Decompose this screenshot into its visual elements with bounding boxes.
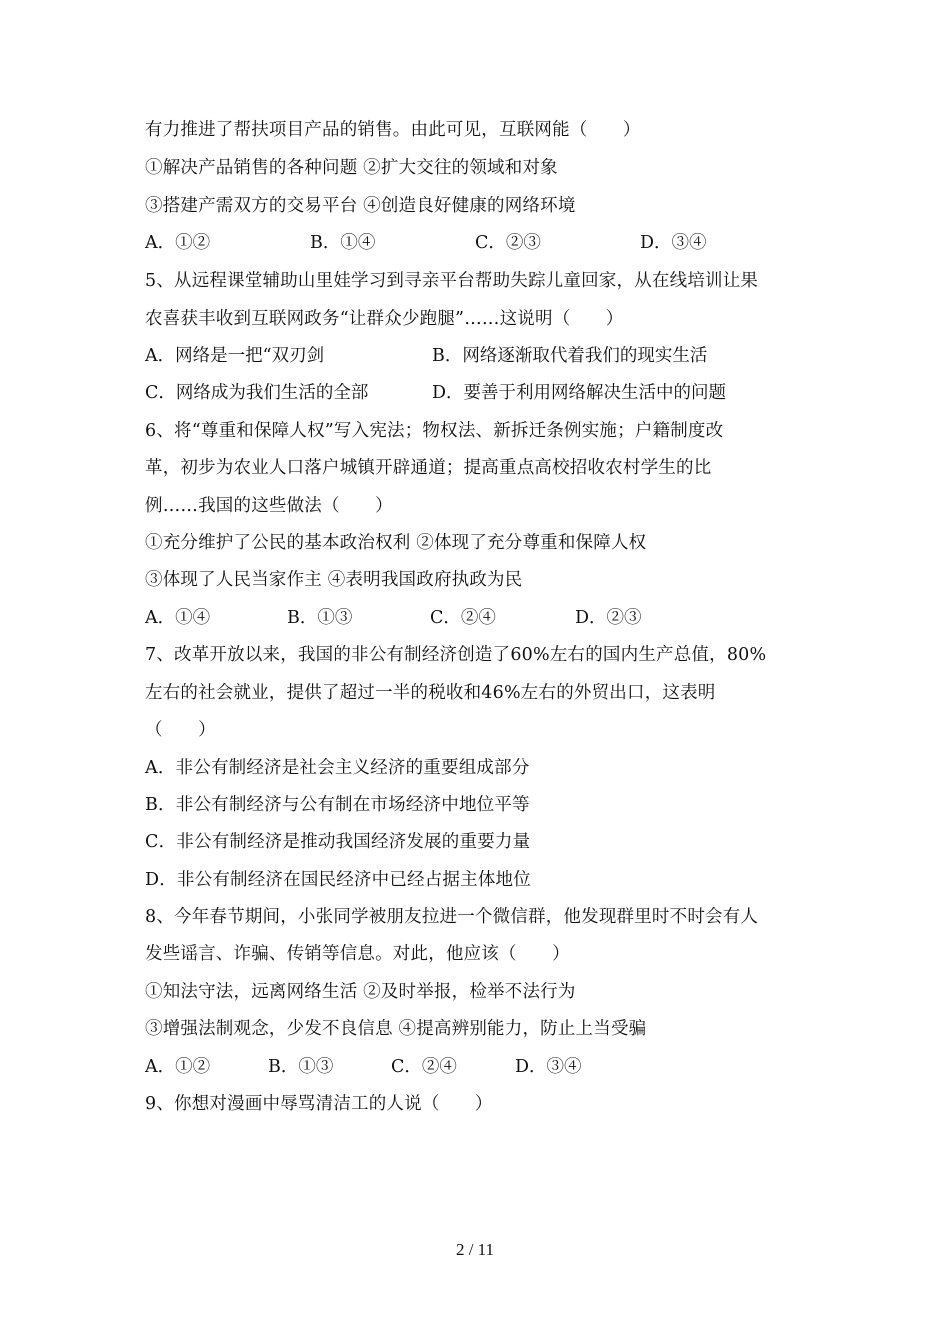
option-a: A．网络是一把“双刃剑 bbox=[145, 346, 325, 366]
option-c: C．②④ bbox=[391, 1057, 457, 1077]
option-d: D．②③ bbox=[575, 608, 642, 628]
option-c: C．非公有制经济是推动我国经济发展的重要力量 bbox=[145, 832, 531, 852]
statement-line: ③搭建产需双方的交易平台 ④创造良好健康的网络环境 bbox=[145, 196, 576, 216]
answer-blank: （ ） bbox=[145, 720, 216, 740]
statement-line: ①解决产品销售的各种问题 ②扩大交往的领域和对象 bbox=[145, 158, 558, 178]
option-b: B．非公有制经济与公有制在市场经济中地位平等 bbox=[145, 795, 530, 815]
question-7: 7、改革开放以来，我国的非公有制经济创造了60%左右的国内生产总值，80% bbox=[145, 645, 767, 665]
statement-line: ③体现了人民当家作主 ④表明我国政府执政为民 bbox=[145, 570, 523, 590]
statement-line: ①知法守法，远离网络生活 ②及时举报，检举不法行为 bbox=[145, 982, 576, 1002]
question-9: 9、你想对漫画中辱骂清洁工的人说（ ） bbox=[145, 1094, 493, 1114]
question-text: 发些谣言、诈骗、传销等信息。对此，他应该（ ） bbox=[145, 944, 570, 964]
option-a: A．非公有制经济是社会主义经济的重要组成部分 bbox=[145, 758, 530, 778]
option-d: D．非公有制经济在国民经济中已经占据主体地位 bbox=[145, 870, 531, 890]
option-b: B．①③ bbox=[268, 1057, 334, 1077]
option-a: A．①② bbox=[145, 233, 211, 253]
statement-line: ③增强法制观念，少发不良信息 ④提高辨别能力，防止上当受骗 bbox=[145, 1019, 647, 1039]
option-c: C．网络成为我们生活的全部 bbox=[145, 383, 369, 403]
question-text: 革，初步为农业人口落户城镇开辟通道；提高重点高校招收农村学生的比 bbox=[145, 458, 712, 478]
question-8: 8、今年春节期间，小张同学被朋友拉进一个微信群，他发现群里时不时会有人 bbox=[145, 907, 759, 927]
question-6: 6、将“尊重和保障人权”写入宪法；物权法、新拆迁条例实施；户籍制度改 bbox=[145, 421, 724, 441]
question-text: 农喜获丰收到互联网政务“让群众少跑腿”……这说明（ ） bbox=[145, 309, 624, 329]
option-d: D．③④ bbox=[640, 233, 707, 253]
text-line: 有力推进了帮扶项目产品的销售。由此可见，互联网能（ ） bbox=[145, 120, 641, 140]
option-c: C．②③ bbox=[475, 233, 541, 253]
option-b: B．①③ bbox=[287, 608, 353, 628]
option-a: A．①② bbox=[145, 1057, 211, 1077]
question-text: 例……我国的这些做法（ ） bbox=[145, 496, 393, 516]
page-number: 2 / 11 bbox=[455, 1240, 495, 1259]
question-text: 左右的社会就业，提供了超过一半的税收和46%左右的外贸出口，这表明 bbox=[145, 683, 716, 703]
statement-line: ①充分维护了公民的基本政治权利 ②体现了充分尊重和保障人权 bbox=[145, 533, 647, 553]
option-b: B．①④ bbox=[310, 233, 376, 253]
option-d: D．要善于利用网络解决生活中的问题 bbox=[432, 383, 727, 403]
option-d: D．③④ bbox=[515, 1057, 582, 1077]
option-a: A．①④ bbox=[145, 608, 211, 628]
option-c: C．②④ bbox=[430, 608, 496, 628]
option-b: B．网络逐渐取代着我们的现实生活 bbox=[432, 346, 708, 366]
question-5: 5、从远程课堂辅助山里娃学习到寻亲平台帮助失踪儿童回家，从在线培训让果 bbox=[145, 271, 759, 291]
